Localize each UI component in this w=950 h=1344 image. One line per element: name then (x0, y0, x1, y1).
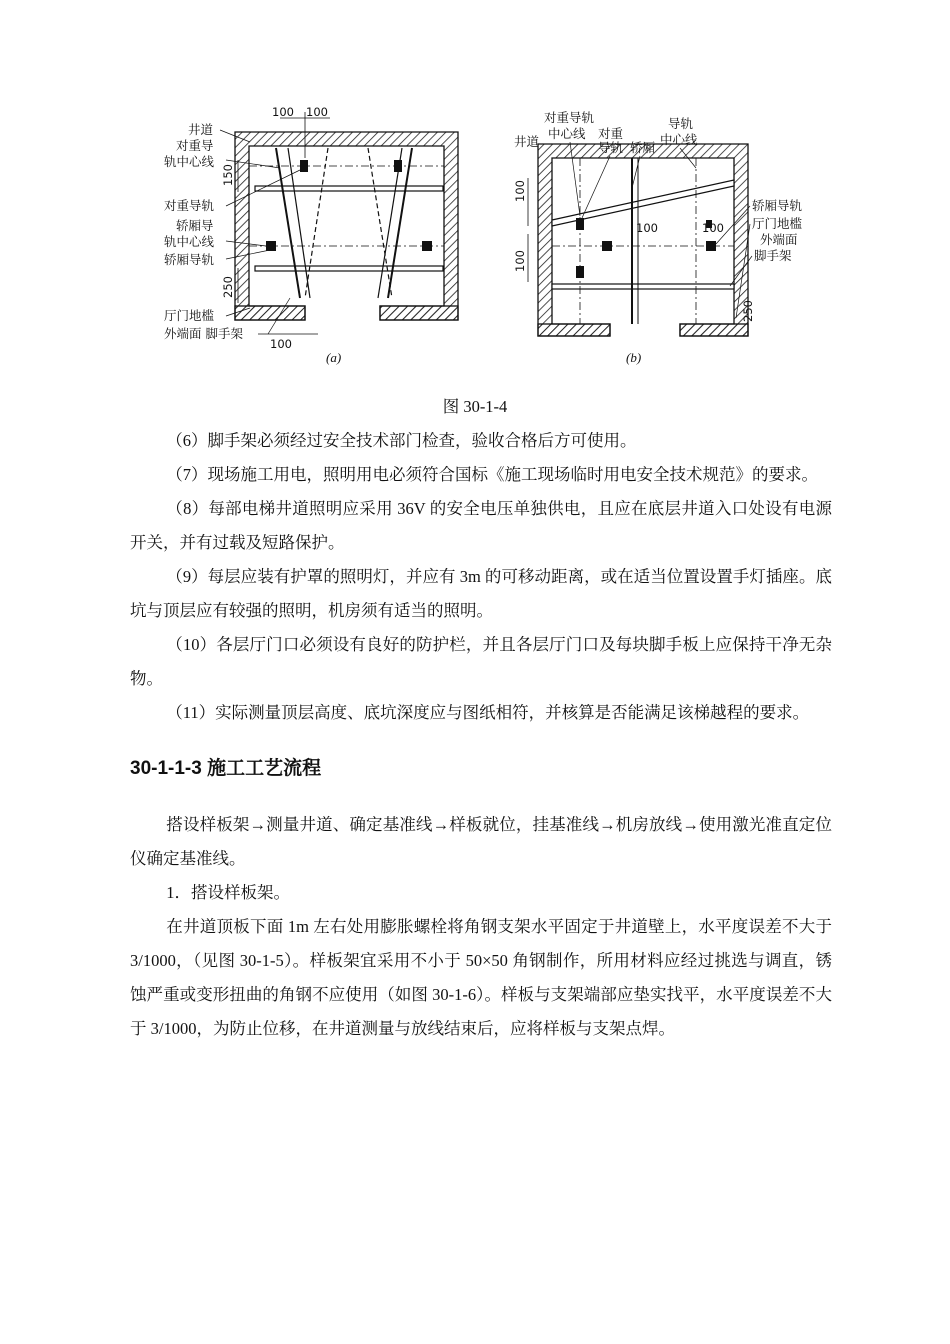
label-b-0: 对重导轨 (544, 110, 595, 125)
paragraph-9: （9）每层应装有护罩的照明灯，并应有 3m 的可移动距离，或在适当位置设置手灯插座。底坑与顶层应有较强的照明，机房须有适当的照明。 (130, 567, 832, 620)
dim-a-left-lower: 250 (221, 276, 235, 298)
dim-a-top-right: 100 (306, 105, 328, 119)
label-a-0: 井道 (188, 122, 214, 137)
label-b-4: 导轨 (598, 140, 624, 155)
step1-body: 在井道顶板下面 1m 左右处用膨胀螺栓将角钢支架水平固定于井道壁上，水平度误差不大于 3/1000，（见图 30-1-5）。样板架宜采用不小于 50×50 角钢制作，所用材料应经过挑选与调直，锈蚀严重或变形扭曲的角钢不应使用（如图 30-1-6）。样板与支架端部应垫实找平，水平度误差不大于 3/1000，为防止位移，在井道测量与放线结束后，应将样板与支架点焊。 (130, 917, 832, 1038)
caption-a: (a) (326, 350, 342, 365)
label-a-4: 轿厢导 (176, 218, 214, 233)
section-heading: 30-1-1-3 施工工艺流程 (130, 758, 322, 779)
dim-b-right-lower: 250 (741, 300, 755, 322)
label-a-3: 对重导轨 (164, 198, 215, 213)
dim-b-right-mid: 100 (702, 221, 724, 235)
label-a-1: 对重导 (176, 138, 214, 153)
dim-a-left-upper: 150 (221, 164, 235, 186)
label-b-1: 中心线 (548, 126, 586, 141)
label-b-6: 导轨 (668, 116, 694, 131)
label-a-7: 厅门地槛 (164, 308, 215, 323)
figure-caption: 图 30-1-4 (442, 397, 508, 416)
paragraph-10: （10）各层厅门口必须设有良好的防护栏，并且各层厅门口及每块脚手板上应保持干净无杂物。 (130, 635, 832, 688)
label-b-8: 轿厢导轨 (752, 198, 803, 213)
dim-a-bottom: 100 (270, 337, 292, 351)
label-b-9: 厅门地槛 (752, 216, 803, 231)
caption-b: (b) (626, 350, 642, 365)
diagram-a (164, 105, 458, 365)
figure-30-1-4 (140, 98, 860, 376)
label-b-11: 脚手架 (754, 248, 792, 263)
paragraph-8: （8）每部电梯井道照明应采用 36V 的安全电压单独供电，且应在底层井道入口处设有电源开关，并有过载及短路保护。 (130, 499, 832, 552)
label-a-8: 外端面 脚手架 (164, 326, 243, 341)
dim-a-top-left: 100 (272, 105, 294, 119)
label-b-10: 外端面 (760, 232, 798, 247)
step1-title: 1．搭设样板架。 (166, 883, 291, 902)
label-b-5: 轿厢 (630, 140, 656, 155)
dim-b-mid: 100 (636, 221, 658, 235)
label-b-7: 中心线 (660, 132, 698, 147)
label-a-6: 轿厢导轨 (164, 252, 215, 267)
flow-paragraph: 搭设样板架→测量井道、确定基准线→样板就位，挂基准线→机房放线→使用激光准直定位仪确定基准线。 (130, 815, 832, 868)
dim-b-left-lower: 100 (513, 250, 527, 272)
label-a-2: 轨中心线 (164, 154, 215, 169)
paragraph-7: （7）现场施工用电，照明用电必须符合国标《施工现场临时用电安全技术规范》的要求。 (166, 465, 819, 484)
paragraph-11: （11）实际测量顶层高度、底坑深度应与图纸相符，并核算是否能满足该梯越程的要求。 (166, 703, 810, 722)
label-b-2: 井道 (514, 134, 540, 149)
diagram-b (513, 110, 803, 365)
dim-b-left-upper: 100 (513, 180, 527, 202)
paragraph-6: （6）脚手架必须经过安全技术部门检查，验收合格后方可使用。 (166, 431, 637, 450)
label-b-3: 对重 (598, 126, 624, 141)
label-a-5: 轨中心线 (164, 234, 215, 249)
document-body (130, 424, 832, 1046)
